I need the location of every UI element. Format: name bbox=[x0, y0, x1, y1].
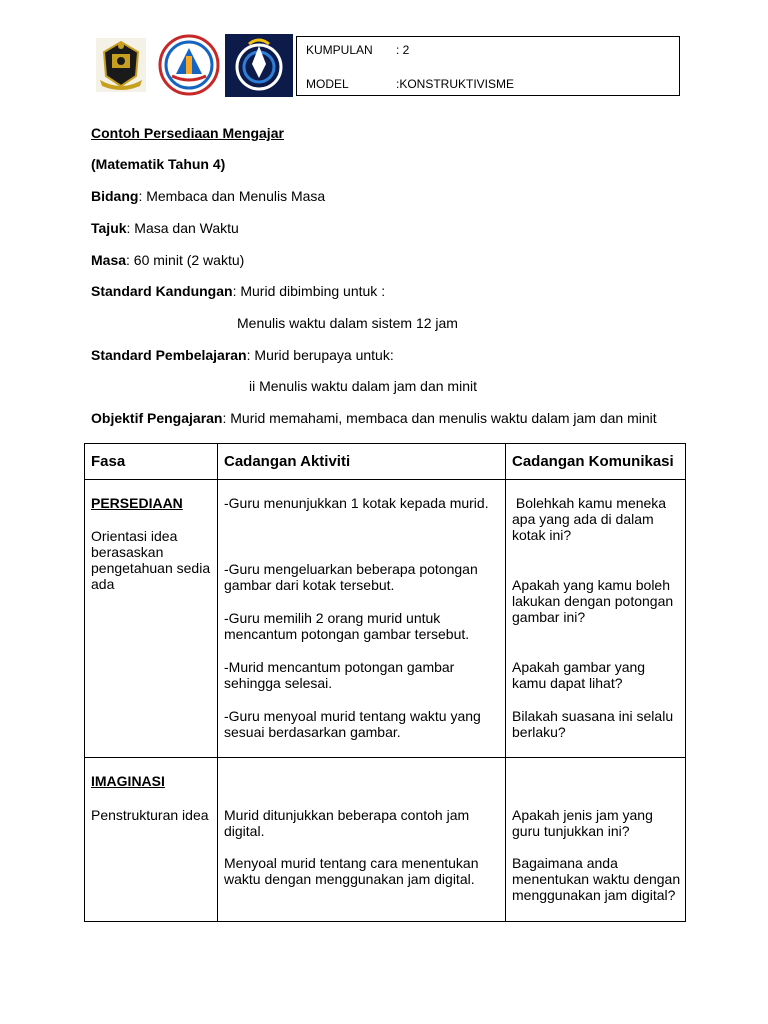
model-row bbox=[306, 77, 514, 91]
activity-item: -Guru mengeluarkan beberapa potongan gambar dari kotak tersebut. bbox=[224, 561, 478, 593]
communication-cell bbox=[506, 480, 686, 758]
kumpulan-value: : 2 bbox=[396, 43, 410, 57]
standard-kandungan-item: Menulis waktu dalam sistem 12 jam bbox=[237, 315, 458, 331]
activity-item: Murid ditunjukkan beberapa contoh jam digital. bbox=[224, 807, 470, 839]
institute-logo-icon bbox=[225, 34, 293, 97]
masa-label: Masa bbox=[91, 252, 127, 268]
objektif-label: Objektif Pengajaran bbox=[91, 410, 223, 426]
communication-item: Bolehkah kamu meneka apa yang ada di dalam kotak ini? bbox=[512, 495, 670, 543]
activity-item: -Guru menunjukkan 1 kotak kepada murid. bbox=[224, 495, 489, 511]
communication-cell bbox=[506, 758, 686, 922]
bidang-label: Bidang bbox=[91, 188, 139, 204]
standard-kandungan-label: Standard Kandungan bbox=[91, 283, 233, 299]
objektif-value: : Murid memahami, membaca dan menulis waktu dalam jam dan minit bbox=[222, 410, 657, 426]
header-fasa: Fasa bbox=[85, 444, 218, 480]
masa-value: : 60 minit (2 waktu) bbox=[126, 252, 245, 268]
tajuk-line bbox=[91, 220, 239, 236]
header-cadangan-komunikasi: Cadangan Komunikasi bbox=[506, 444, 686, 480]
document-title: Contoh Persediaan Mengajar bbox=[91, 125, 284, 141]
standard-kandungan-line bbox=[91, 283, 385, 299]
standard-pembelajaran-item: ii Menulis waktu dalam jam dan minit bbox=[249, 378, 477, 394]
communication-item: Apakah yang kamu boleh lakukan dengan potongan gambar ini? bbox=[512, 577, 674, 625]
standard-pembelajaran-value: : Murid berupaya untuk: bbox=[246, 347, 394, 363]
ministry-emblem-icon bbox=[156, 34, 222, 96]
document-subtitle: (Matematik Tahun 4) bbox=[91, 156, 226, 172]
phase-description: Orientasi idea berasaskan pengetahuan sedia ada bbox=[91, 528, 211, 592]
activity-item: -Murid mencantum potongan gambar sehingga selesai. bbox=[224, 659, 455, 691]
table-row bbox=[85, 480, 686, 758]
activity-cell bbox=[218, 758, 506, 922]
bidang-value: : Membaca dan Menulis Masa bbox=[138, 188, 326, 204]
group-model-box bbox=[296, 36, 680, 96]
kumpulan-label: KUMPULAN bbox=[306, 43, 373, 57]
table-header-row bbox=[85, 444, 686, 480]
standard-kandungan-value: : Murid dibimbing untuk : bbox=[232, 283, 386, 299]
objektif-line bbox=[91, 410, 657, 426]
bidang-line bbox=[91, 188, 325, 204]
communication-item: Apakah jenis jam yang guru tunjukkan ini? bbox=[512, 807, 653, 839]
activity-item: -Guru menyoal murid tentang waktu yang sesuai berdasarkan gambar. bbox=[224, 708, 481, 740]
standard-pembelajaran-line bbox=[91, 347, 394, 363]
crest-icon bbox=[90, 34, 152, 96]
activity-cell bbox=[218, 480, 506, 758]
kumpulan-row bbox=[306, 43, 409, 57]
standard-pembelajaran-label: Standard Pembelajaran bbox=[91, 347, 247, 363]
phase-cell bbox=[85, 758, 218, 922]
model-label: MODEL bbox=[306, 77, 349, 91]
masa-line bbox=[91, 252, 244, 268]
tajuk-value: : Masa dan Waktu bbox=[126, 220, 239, 236]
communication-item: Bagaimana anda menentukan waktu dengan menggunakan jam digital? bbox=[512, 855, 681, 903]
header-cadangan-aktiviti: Cadangan Aktiviti bbox=[218, 444, 506, 480]
lesson-plan-table bbox=[84, 443, 686, 922]
communication-item: Bilakah suasana ini selalu berlaku? bbox=[512, 708, 674, 740]
table-row bbox=[85, 758, 686, 922]
phase-title: IMAGINASI bbox=[91, 773, 165, 789]
communication-item: Apakah gambar yang kamu dapat lihat? bbox=[512, 659, 646, 691]
tajuk-label: Tajuk bbox=[91, 220, 127, 236]
phase-description: Penstrukturan idea bbox=[91, 807, 209, 823]
model-value: :KONSTRUKTIVISME bbox=[396, 77, 515, 91]
phase-cell bbox=[85, 480, 218, 758]
phase-title: PERSEDIAAN bbox=[91, 495, 183, 511]
activity-item: -Guru memilih 2 orang murid untuk mencantum potongan gambar tersebut. bbox=[224, 610, 470, 642]
activity-item: Menyoal murid tentang cara menentukan waktu dengan menggunakan jam digital. bbox=[224, 855, 479, 887]
